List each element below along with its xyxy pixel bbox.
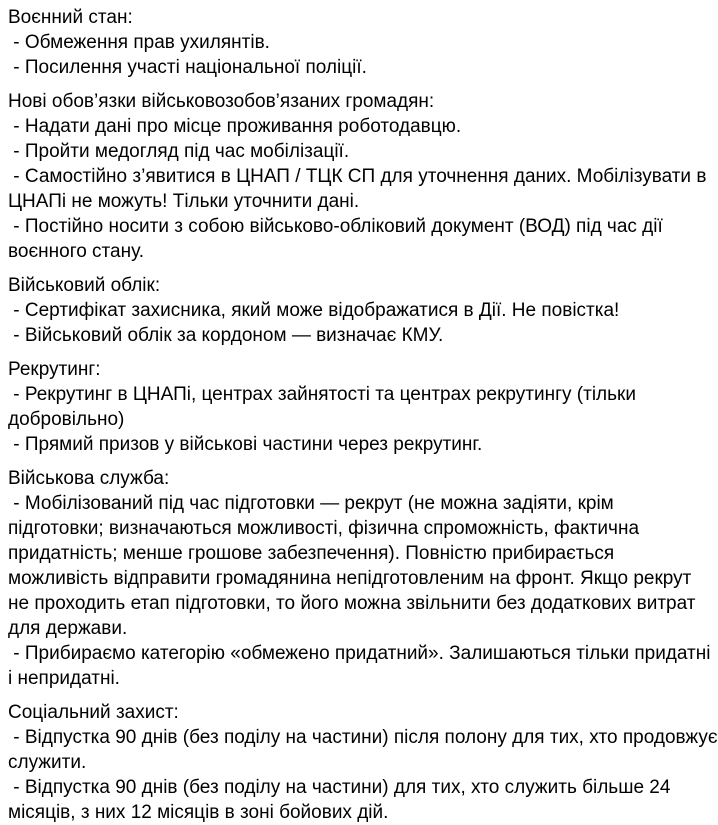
section-line: - Самостійно з’явитися в ЦНАП / ТЦК СП для уточнення даних. Мобілізувати в <box>8 166 707 187</box>
section-line: - Надати дані про місце проживання роботодавцю. <box>8 116 462 137</box>
section-line: - Мобілізований під час підготовки — рекрут (не можна задіяти, крім <box>8 493 614 514</box>
section-line: - Пройти медогляд під час мобілізації. <box>8 141 350 162</box>
section-line: - Постійно носити з собою військово-обліковий документ (ВОД) під час дії <box>8 216 663 237</box>
section-line: - Сертифікат захисника, який може відображатися в Дії. Не повістка! <box>8 300 620 321</box>
section-heading: Військова служба: <box>8 468 170 489</box>
section-line: - Відпустка 90 днів (без поділу на частини) для тих, хто служить більше 24 <box>8 777 671 798</box>
section-line: - Прямий призов у військові частини через рекрутинг. <box>8 434 483 455</box>
section <box>8 5 716 80</box>
section-line: придатність; менше грошове забезпечення). Повністю прибирається <box>8 543 615 564</box>
section-heading: Соціальний захист: <box>8 702 179 723</box>
section-line: служити. <box>8 752 87 773</box>
section-line: добровільно) <box>8 409 125 430</box>
section <box>8 700 716 825</box>
section <box>8 89 716 264</box>
section-line: - Рекрутинг в ЦНАПі, центрах зайнятості та центрах рекрутингу (тільки <box>8 384 636 405</box>
section-heading: Військовий облік: <box>8 275 161 296</box>
section-line: і непридатні. <box>8 668 120 689</box>
section-line: для держави. <box>8 618 128 639</box>
section-line: місяців, з них 12 місяців в зоні бойових дій. <box>8 802 389 823</box>
section-line: - Прибираємо категорію «обмежено придатний». Залишаються тільки придатні <box>8 643 711 664</box>
section <box>8 273 716 348</box>
section-line: ЦНАПі не можуть! Тільки уточнити дані. <box>8 191 360 212</box>
section-line: - Обмеження прав ухилянтів. <box>8 32 270 53</box>
section-line: - Відпустка 90 днів (без поділу на частини) після полону для тих, хто продовжує <box>8 727 718 748</box>
section-line: - Посилення участі національної поліції. <box>8 57 367 78</box>
section-heading: Нові обов’язки військовозобов’язаних громадян: <box>8 91 435 112</box>
section <box>8 466 716 691</box>
section-line: воєнного стану. <box>8 241 144 262</box>
section-line: можливість відправити громадянина непідготовленим на фронт. Якщо рекрут <box>8 568 692 589</box>
section-heading: Воєнний стан: <box>8 7 133 28</box>
section-heading: Рекрутинг: <box>8 359 101 380</box>
section-line: підготовки; визначаються можливості, фізична спроможність, фактична <box>8 518 640 539</box>
section-line: - Військовий облік за кордоном — визначає КМУ. <box>8 325 444 346</box>
section <box>8 357 716 457</box>
section-line: не проходить етап підготовки, то його можна звільнити без додаткових витрат <box>8 593 696 614</box>
